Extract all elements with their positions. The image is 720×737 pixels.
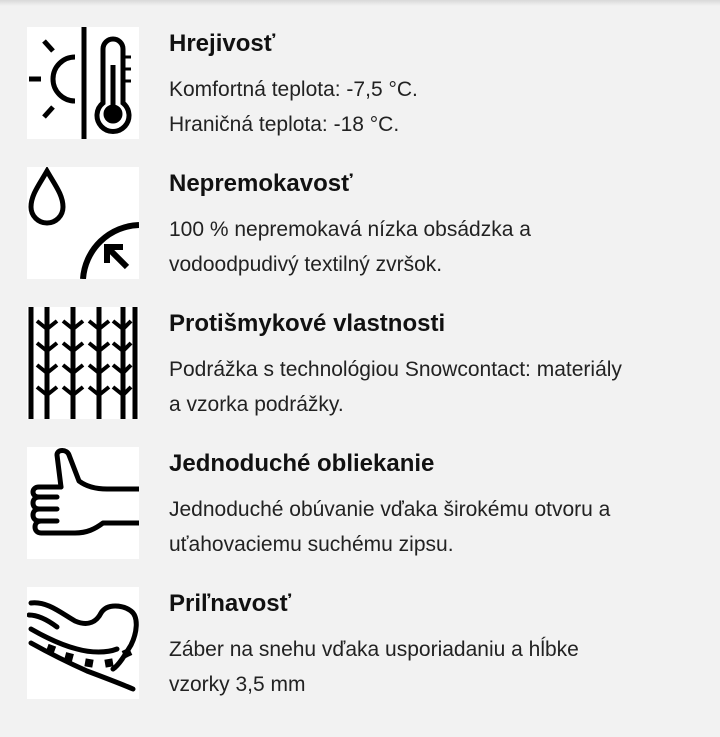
feature-anti-slip: [0, 280, 720, 416]
feature-description-line: Záber na snehu vďaka usporiadaniu a hĺbke: [169, 638, 579, 661]
feature-description: [169, 492, 704, 562]
feature-title: Protišmykové vlastnosti: [169, 310, 446, 337]
hand-icon: [27, 447, 139, 559]
tire-tread-icon: [27, 307, 139, 419]
feature-easy-wear: [0, 420, 720, 556]
feature-description-line: 100 % nepremokavá nízka obsádzka a: [169, 218, 531, 241]
feature-description: [169, 352, 704, 422]
shoe-sole-icon: [27, 587, 139, 699]
feature-description-line: Jednoduché obúvanie vďaka širokému otvoru a: [169, 498, 611, 521]
feature-description-line: vzorky 3,5 mm: [169, 673, 306, 696]
feature-grip: [0, 560, 720, 696]
feature-description-line: uťahovaciemu suchému zipsu.: [169, 533, 454, 556]
feature-title: Priľnavosť: [169, 590, 292, 617]
feature-description-line: vodoodpudivý textilný zvršok.: [169, 253, 443, 276]
feature-description-line: Hraničná teplota: -18 °C.: [169, 113, 400, 136]
feature-description: [169, 632, 704, 702]
thermometer-sun-icon: [27, 27, 139, 139]
water-drop-icon: [27, 167, 139, 279]
feature-description-line: Podrážka s technológiou Snowcontact: materiály: [169, 358, 622, 381]
feature-title: Hrejivosť: [169, 30, 276, 57]
feature-description: [169, 212, 704, 282]
feature-title: Nepremokavosť: [169, 170, 353, 197]
feature-waterproof: [0, 140, 720, 276]
feature-description-line: Komfortná teplota: -7,5 °C.: [169, 78, 418, 101]
feature-description-line: a vzorka podrážky.: [169, 393, 344, 416]
feature-warmth: [0, 0, 720, 136]
feature-title: Jednoduché obliekanie: [169, 450, 435, 477]
feature-description: [169, 72, 704, 142]
